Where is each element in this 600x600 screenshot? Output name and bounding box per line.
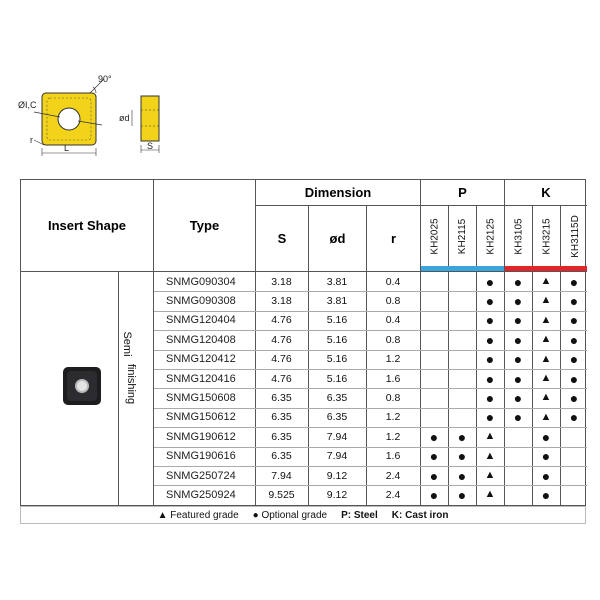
s-cell: 6.35 — [271, 430, 292, 443]
d-cell: 7.94 — [326, 450, 348, 463]
grade-cell-empty — [504, 466, 532, 485]
grade-cell — [504, 350, 532, 369]
s-cell: 4.76 — [271, 353, 292, 366]
optional-grade-mark: ● — [513, 351, 523, 368]
table-row — [154, 388, 587, 407]
grade-cell — [532, 485, 560, 504]
grade-cell — [560, 311, 588, 330]
optional-grade-mark: ● — [457, 448, 467, 465]
grade-cell-empty — [504, 447, 532, 466]
type-cell: SNMG150612 — [166, 411, 236, 424]
optional-grade-mark: ● — [569, 273, 579, 290]
optional-grade-mark: ● — [513, 331, 523, 348]
table-row — [154, 485, 587, 504]
grade-cell — [476, 466, 504, 485]
table-row — [154, 272, 587, 291]
r-cell: 2.4 — [385, 469, 401, 482]
r-cell: 1.2 — [385, 430, 401, 443]
grade-cell — [504, 388, 532, 407]
legend-optional: ● Optional grade — [252, 509, 328, 521]
type-cell: SNMG120412 — [166, 353, 236, 366]
table-row — [154, 408, 587, 427]
optional-grade-mark: ● — [569, 409, 579, 426]
type-cell: SNMG150608 — [166, 391, 236, 404]
grade-cell-empty — [448, 272, 476, 291]
featured-grade-mark: ▲ — [540, 333, 552, 346]
grade-cell-empty — [560, 466, 588, 485]
s-cell: 9.525 — [268, 488, 295, 501]
grade-cell — [476, 388, 504, 407]
d-cell: 7.94 — [326, 430, 348, 443]
grade-cell — [476, 427, 504, 446]
grade-cell-empty — [504, 485, 532, 504]
grade-cell — [504, 408, 532, 427]
optional-grade-mark: ● — [457, 486, 467, 503]
s-cell: 4.76 — [271, 314, 292, 327]
grade-cell-empty — [420, 311, 448, 330]
r-cell: 0.8 — [385, 294, 401, 307]
grade-cell — [560, 272, 588, 291]
r-cell: 2.4 — [385, 488, 401, 501]
r-cell: 1.6 — [385, 372, 401, 385]
optional-grade-mark: ● — [513, 312, 523, 329]
table-row — [154, 447, 587, 466]
grade-cell — [476, 485, 504, 504]
d-cell: 3.81 — [326, 294, 348, 307]
optional-grade-mark: ● — [541, 467, 551, 484]
optional-grade-mark: ● — [485, 273, 495, 290]
grade-cell-empty — [420, 350, 448, 369]
optional-grade-mark: ● — [429, 467, 439, 484]
d-cell: 5.16 — [326, 314, 348, 327]
grade-cell-empty — [448, 408, 476, 427]
grade-cell-empty — [560, 427, 588, 446]
grade-cell — [532, 466, 560, 485]
optional-grade-mark: ● — [485, 312, 495, 329]
table-row — [154, 427, 587, 446]
grade-cell — [476, 330, 504, 349]
insert-side-view — [132, 96, 159, 153]
k-group-header: K — [541, 185, 551, 200]
grade-cell-empty — [560, 485, 588, 504]
optional-grade-mark: ● — [541, 448, 551, 465]
grade-cell — [532, 447, 560, 466]
legend-featured: ▲ Featured grade — [157, 509, 239, 521]
optional-grade-mark: ● — [541, 486, 551, 503]
length-label: L — [64, 143, 70, 153]
s-cell: 6.35 — [271, 450, 292, 463]
grade-cell — [532, 291, 560, 310]
s-cell: 4.76 — [271, 333, 292, 346]
table-row — [154, 350, 587, 369]
type-cell: SNMG250924 — [166, 488, 236, 501]
grade-cell — [532, 330, 560, 349]
grade-cell — [504, 330, 532, 349]
grade-cell — [476, 311, 504, 330]
p-group-header: P — [458, 185, 467, 200]
grade-header-kh3215: KH3215 — [541, 217, 553, 255]
optional-grade-mark: ● — [457, 467, 467, 484]
insert-shape-image — [61, 365, 103, 407]
process-label-finishing: finishing — [125, 363, 137, 405]
d-cell: 6.35 — [326, 411, 348, 424]
dimension-header: Dimension — [304, 185, 372, 200]
optional-grade-mark: ● — [429, 448, 439, 465]
grade-cell-empty — [420, 408, 448, 427]
table-row — [154, 311, 587, 330]
d-cell: 3.81 — [326, 275, 348, 288]
optional-grade-mark: ● — [485, 389, 495, 406]
grade-cell-empty — [448, 311, 476, 330]
grade-cell-empty — [420, 272, 448, 291]
insert-spec-table — [20, 179, 586, 506]
r-cell: 1.6 — [385, 450, 401, 463]
optional-grade-mark: ● — [457, 428, 467, 445]
grade-cell — [532, 369, 560, 388]
type-cell: SNMG090308 — [166, 294, 236, 307]
type-cell: SNMG190616 — [166, 450, 236, 463]
grade-cell — [532, 408, 560, 427]
thickness-label: S — [147, 141, 154, 151]
grade-header-kh2025: KH2025 — [429, 217, 441, 255]
grade-cell — [532, 272, 560, 291]
optional-grade-mark: ● — [513, 409, 523, 426]
grade-cell — [532, 388, 560, 407]
featured-grade-mark: ▲ — [540, 275, 552, 287]
optional-grade-mark: ● — [569, 351, 579, 368]
type-header: Type — [189, 218, 220, 233]
featured-grade-mark: ▲ — [540, 294, 552, 307]
r-cell: 1.2 — [385, 353, 401, 366]
table-row — [154, 330, 587, 349]
grade-cell — [420, 447, 448, 466]
grade-cell — [560, 388, 588, 407]
grade-cell — [448, 485, 476, 504]
grade-cell-empty — [448, 388, 476, 407]
d-header: ød — [329, 231, 346, 246]
s-cell: 7.94 — [271, 469, 292, 482]
s-cell: 3.18 — [271, 294, 292, 307]
optional-grade-mark: ● — [569, 312, 579, 329]
r-cell: 0.8 — [385, 391, 401, 404]
d-cell: 5.16 — [326, 333, 348, 346]
s-header: S — [277, 231, 287, 246]
grade-cell — [504, 291, 532, 310]
featured-grade-mark: ▲ — [484, 430, 496, 443]
s-cell: 4.76 — [271, 372, 292, 385]
featured-grade-mark: ▲ — [484, 449, 496, 462]
hole-diameter-label: ød — [119, 113, 130, 123]
grade-cell — [560, 408, 588, 427]
featured-grade-mark: ▲ — [540, 372, 552, 384]
optional-grade-mark: ● — [569, 331, 579, 348]
grade-cell — [560, 369, 588, 388]
featured-grade-mark: ▲ — [484, 488, 496, 501]
grade-header-kh2115: KH2115 — [457, 218, 469, 254]
grade-cell-empty — [420, 330, 448, 349]
r-cell: 0.4 — [385, 314, 401, 327]
grade-cell-empty — [504, 427, 532, 446]
grade-cell — [560, 291, 588, 310]
grade-cell — [420, 427, 448, 446]
grade-cell — [504, 311, 532, 330]
type-cell: SNMG190612 — [166, 430, 236, 443]
optional-grade-mark: ● — [485, 292, 495, 309]
optional-grade-mark: ● — [541, 428, 551, 445]
grade-cell — [504, 272, 532, 291]
optional-grade-mark: ● — [485, 331, 495, 348]
grade-cell-empty — [448, 369, 476, 388]
grade-cell — [448, 427, 476, 446]
cast-iron-color-bar — [505, 266, 587, 271]
optional-grade-mark: ● — [513, 370, 523, 387]
grade-cell-empty — [420, 369, 448, 388]
inscribed-circle-label: ØI,C — [18, 100, 37, 110]
grade-cell-empty — [420, 291, 448, 310]
optional-grade-mark: ● — [569, 292, 579, 309]
angle-label: 90° — [98, 74, 112, 84]
d-cell: 6.35 — [326, 391, 348, 404]
grade-cell-empty — [448, 291, 476, 310]
table-row — [154, 369, 587, 388]
r-cell: 0.4 — [385, 275, 401, 288]
process-label-semi: Semi — [121, 331, 133, 357]
grade-cell — [476, 291, 504, 310]
grade-cell — [476, 272, 504, 291]
radius-label: r — [30, 135, 33, 145]
s-cell: 6.35 — [271, 391, 292, 404]
insert-shape-header: Insert Shape — [47, 218, 127, 233]
r-header: r — [390, 231, 397, 246]
r-cell: 0.8 — [385, 333, 401, 346]
grade-cell-empty — [560, 447, 588, 466]
grade-header-kh3115d: KH3115D — [569, 214, 581, 258]
optional-grade-mark: ● — [513, 292, 523, 309]
grade-cell — [532, 427, 560, 446]
grade-cell — [560, 350, 588, 369]
legend — [20, 506, 586, 524]
grade-cell — [532, 311, 560, 330]
grade-header-kh2125: KH2125 — [485, 217, 497, 255]
type-cell: SNMG090304 — [166, 275, 236, 288]
d-cell: 9.12 — [326, 469, 348, 482]
featured-grade-mark: ▲ — [540, 352, 552, 365]
insert-dimension-drawing — [0, 0, 600, 175]
optional-grade-mark: ● — [569, 370, 579, 387]
grade-cell — [420, 466, 448, 485]
featured-grade-mark: ▲ — [484, 469, 496, 481]
process-label — [119, 272, 153, 505]
optional-grade-mark: ● — [513, 273, 523, 290]
r-cell: 1.2 — [385, 411, 401, 424]
grade-cell — [448, 466, 476, 485]
featured-grade-mark: ▲ — [540, 313, 552, 326]
grade-cell — [476, 447, 504, 466]
steel-color-bar — [421, 266, 504, 271]
type-cell: SNMG120408 — [166, 333, 236, 346]
featured-grade-mark: ▲ — [540, 410, 552, 423]
grade-cell — [532, 350, 560, 369]
type-cell: SNMG250724 — [166, 469, 236, 482]
s-cell: 6.35 — [271, 411, 292, 424]
legend-p-key: P: Steel — [341, 509, 378, 521]
table-row — [154, 466, 587, 485]
grade-cell-empty — [448, 350, 476, 369]
grade-cell-empty — [448, 330, 476, 349]
grade-cell — [504, 369, 532, 388]
optional-grade-mark: ● — [485, 370, 495, 387]
optional-grade-mark: ● — [485, 351, 495, 368]
optional-grade-mark: ● — [429, 486, 439, 503]
grade-header-kh3105: KH3105 — [513, 217, 525, 255]
table-row — [154, 291, 587, 310]
optional-grade-mark: ● — [429, 428, 439, 445]
s-cell: 3.18 — [271, 275, 292, 288]
featured-grade-mark: ▲ — [540, 391, 552, 404]
grade-cell — [560, 330, 588, 349]
d-cell: 9.12 — [326, 488, 348, 501]
grade-cell — [476, 350, 504, 369]
optional-grade-mark: ● — [513, 389, 523, 406]
d-cell: 5.16 — [326, 372, 348, 385]
grade-cell-empty — [420, 388, 448, 407]
type-cell: SNMG120416 — [166, 372, 236, 385]
grade-cell — [448, 447, 476, 466]
optional-grade-mark: ● — [485, 409, 495, 426]
legend-k-key: K: Cast iron — [391, 509, 449, 521]
grade-cell — [476, 369, 504, 388]
grade-cell — [420, 485, 448, 504]
d-cell: 5.16 — [326, 353, 348, 366]
optional-grade-mark: ● — [569, 389, 579, 406]
grade-cell — [476, 408, 504, 427]
type-cell: SNMG120404 — [166, 314, 236, 327]
